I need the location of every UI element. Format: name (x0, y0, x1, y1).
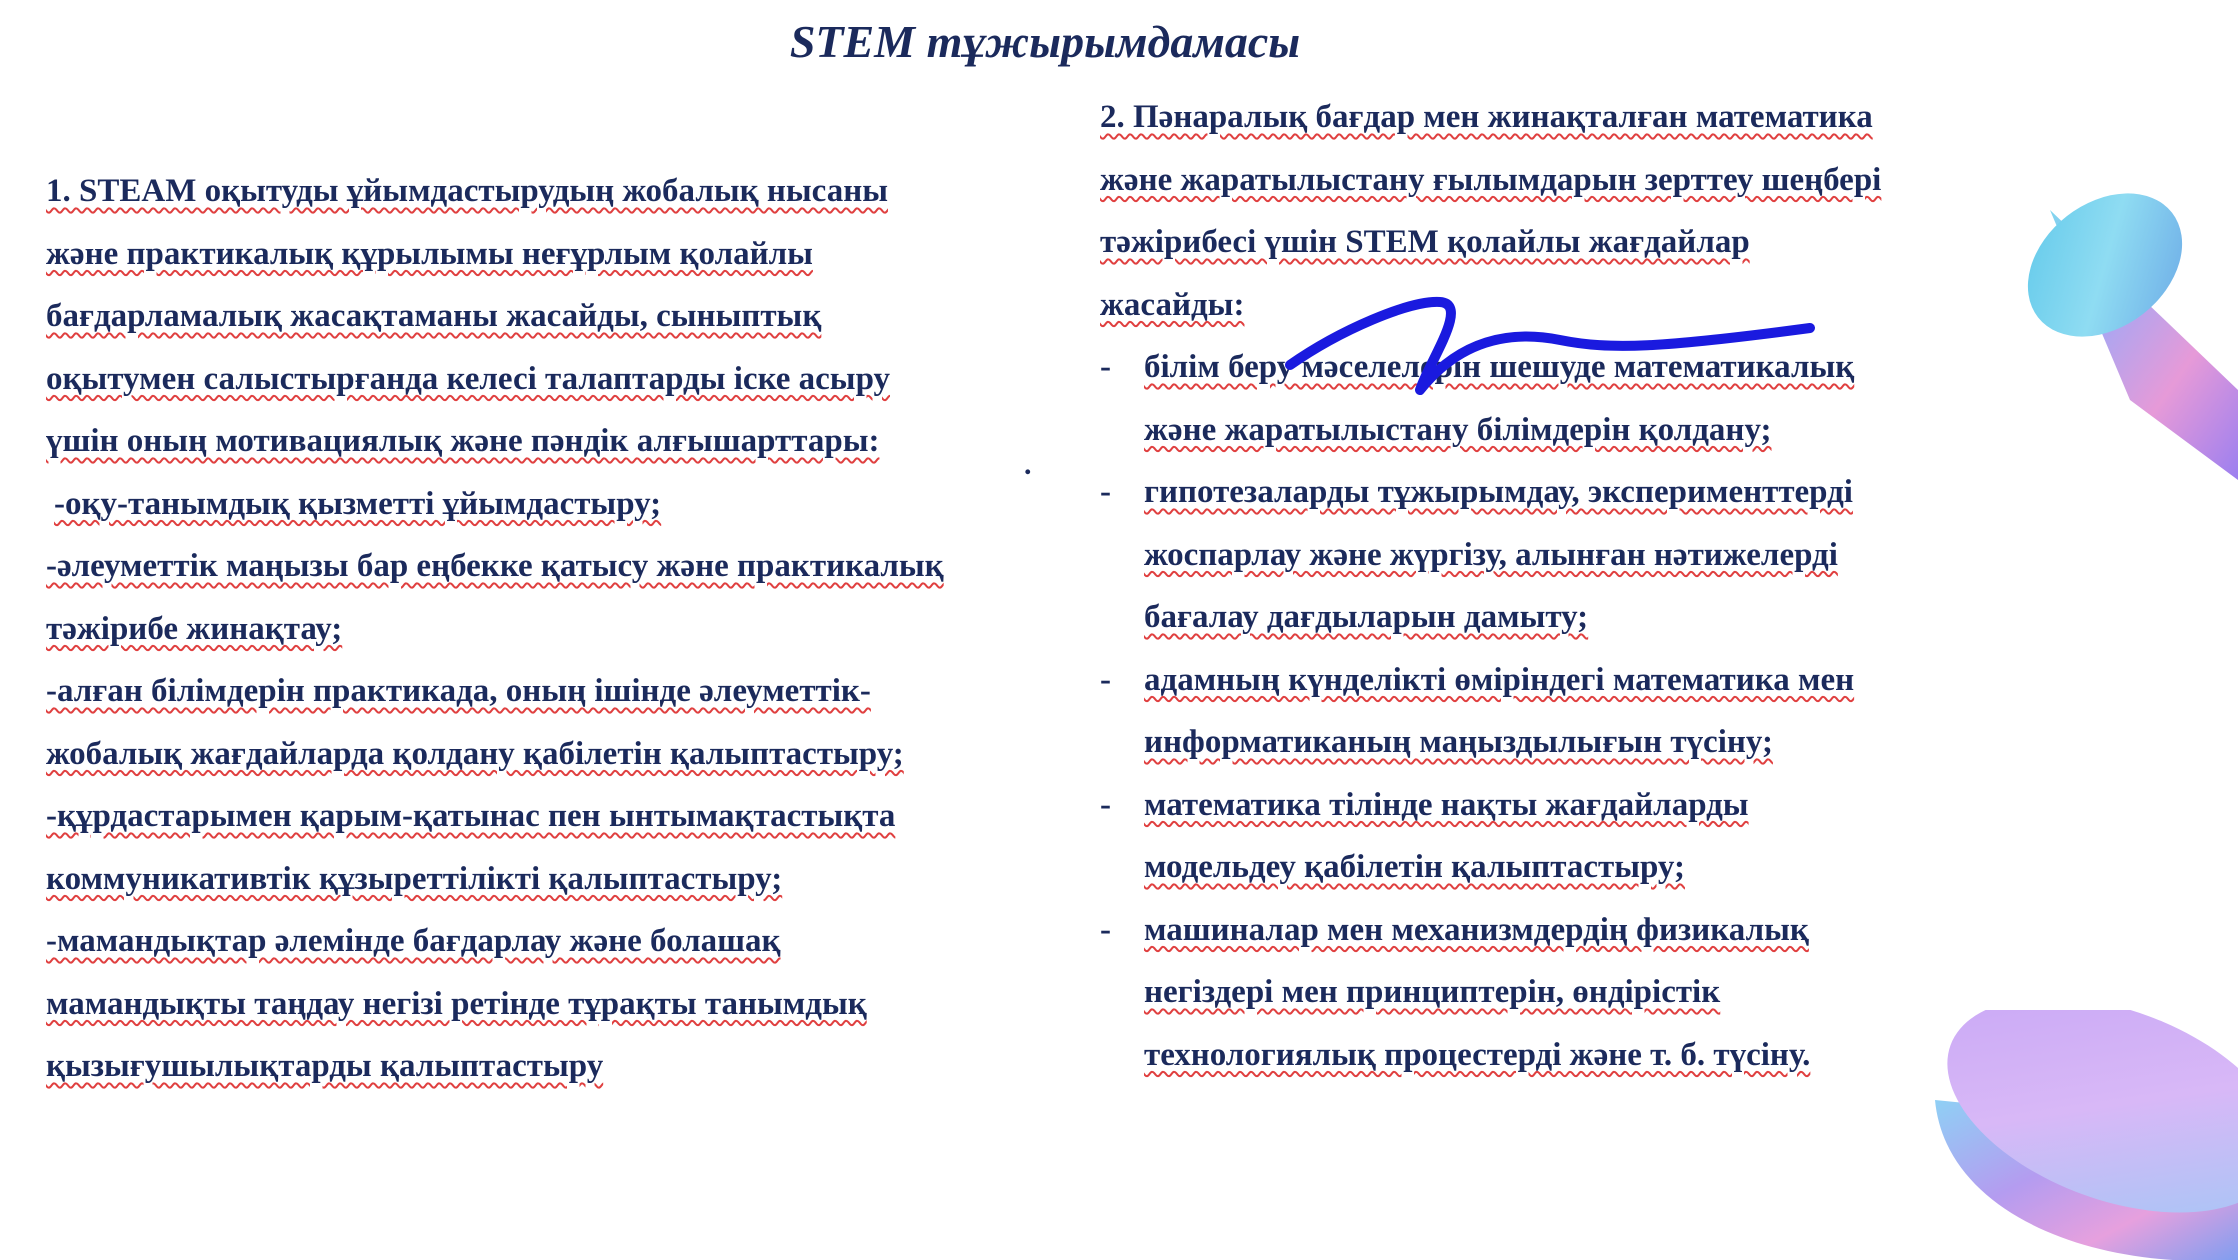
text-line: 2. Пәнаралық бағдар мен жинақталған математика (1100, 99, 1873, 135)
text-line: және практикалық құрылымы неғұрлым қолайлы (46, 235, 813, 272)
list-item (1100, 461, 2030, 649)
bullet-marker: - (1100, 474, 1111, 510)
text-line: -оқу-танымдық қызметті ұйымдастыру; (54, 485, 662, 522)
text-line: жобалық жағдайларда қолдану қабілетін қалыптастыру; (46, 735, 904, 772)
text-line: -құрдастарымен қарым-қатынас пен ынтымақтастықта (46, 798, 896, 834)
text-line: математика тілінде нақты жағдайларды (1144, 786, 1749, 823)
text-line: машиналар мен механизмдердің физикалық (1144, 911, 1809, 948)
text-line: -алған білімдерін практикада, оның ішінде әлеуметтік- (46, 673, 871, 709)
text-line: мамандықты таңдау негізі ретінде тұрақты танымдық (46, 985, 867, 1022)
text-line: информатиканың маңыздылығын түсіну; (1144, 724, 1773, 760)
text-line: үшін оның мотивациялық және пәндік алғышарттары: (46, 423, 880, 459)
text-line: оқытумен салыстырғанда келесі талаптарды іске асыру (46, 360, 890, 397)
text-line: -мамандықтар әлемінде бағдарлау және болашақ (46, 923, 781, 959)
right-text-column (1100, 86, 2030, 1086)
bullet-marker: - (1100, 661, 1111, 698)
left-text-column (46, 160, 1086, 1098)
bullet-marker: - (1100, 349, 1111, 385)
list-item (1100, 899, 2030, 1087)
list-item (1100, 649, 2030, 774)
text-line: бағдарламалық жасақтаманы жасайды, сыныптық (46, 298, 822, 334)
text-line: негіздері мен принциптерін, өндірістік (1144, 974, 1721, 1010)
text-line: жоспарлау және жүргізу, алынған нәтижелерді (1144, 536, 1838, 573)
bullet-marker: - (1100, 911, 1111, 948)
holographic-cylinder-decoration (2010, 150, 2238, 480)
text-line: адамның күнделікті өміріндегі математика мен (1144, 661, 1855, 698)
text-line: қызығушылықтарды қалыптастыру (46, 1048, 604, 1084)
text-line: жасайды: (1100, 286, 1245, 323)
text-line: тәжірибе жинақтау; (46, 610, 343, 647)
stray-dot: . (1024, 448, 1032, 481)
text-line: білім беру мәселелерін шешуде математикалық (1144, 349, 1855, 385)
text-line: 1. STEAM оқытуды ұйымдастырудың жобалық нысаны (46, 173, 888, 209)
text-line: -әлеуметтік маңызы бар еңбекке қатысу және практикалық (46, 548, 944, 584)
text-line: тәжірибесі үшін STEM қолайлы жағдайлар (1100, 224, 1750, 260)
text-line: және жаратылыстану білімдерін қолдану; (1144, 411, 1772, 448)
list-item (1100, 336, 2030, 461)
text-line: технологиялық процестерді және т. б. түсіну. (1144, 1036, 1811, 1073)
text-line: және жаратылыстану ғылымдарын зерттеу шеңбері (1100, 161, 1882, 198)
bullet-list (1100, 336, 2030, 1086)
list-item (1100, 774, 2030, 899)
text-line: модельдеу қабілетін қалыптастыру; (1144, 849, 1685, 885)
text-line: бағалау дағдыларын дамыту; (1144, 599, 1589, 635)
slide-title: STEM тұжырымдамасы (789, 16, 1301, 67)
text-line: гипотезаларды тұжырымдау, эксперименттерді (1144, 474, 1853, 510)
bullet-marker: - (1100, 786, 1111, 823)
text-line: коммуникативтік құзыреттілікті қалыптастыру; (46, 860, 783, 897)
